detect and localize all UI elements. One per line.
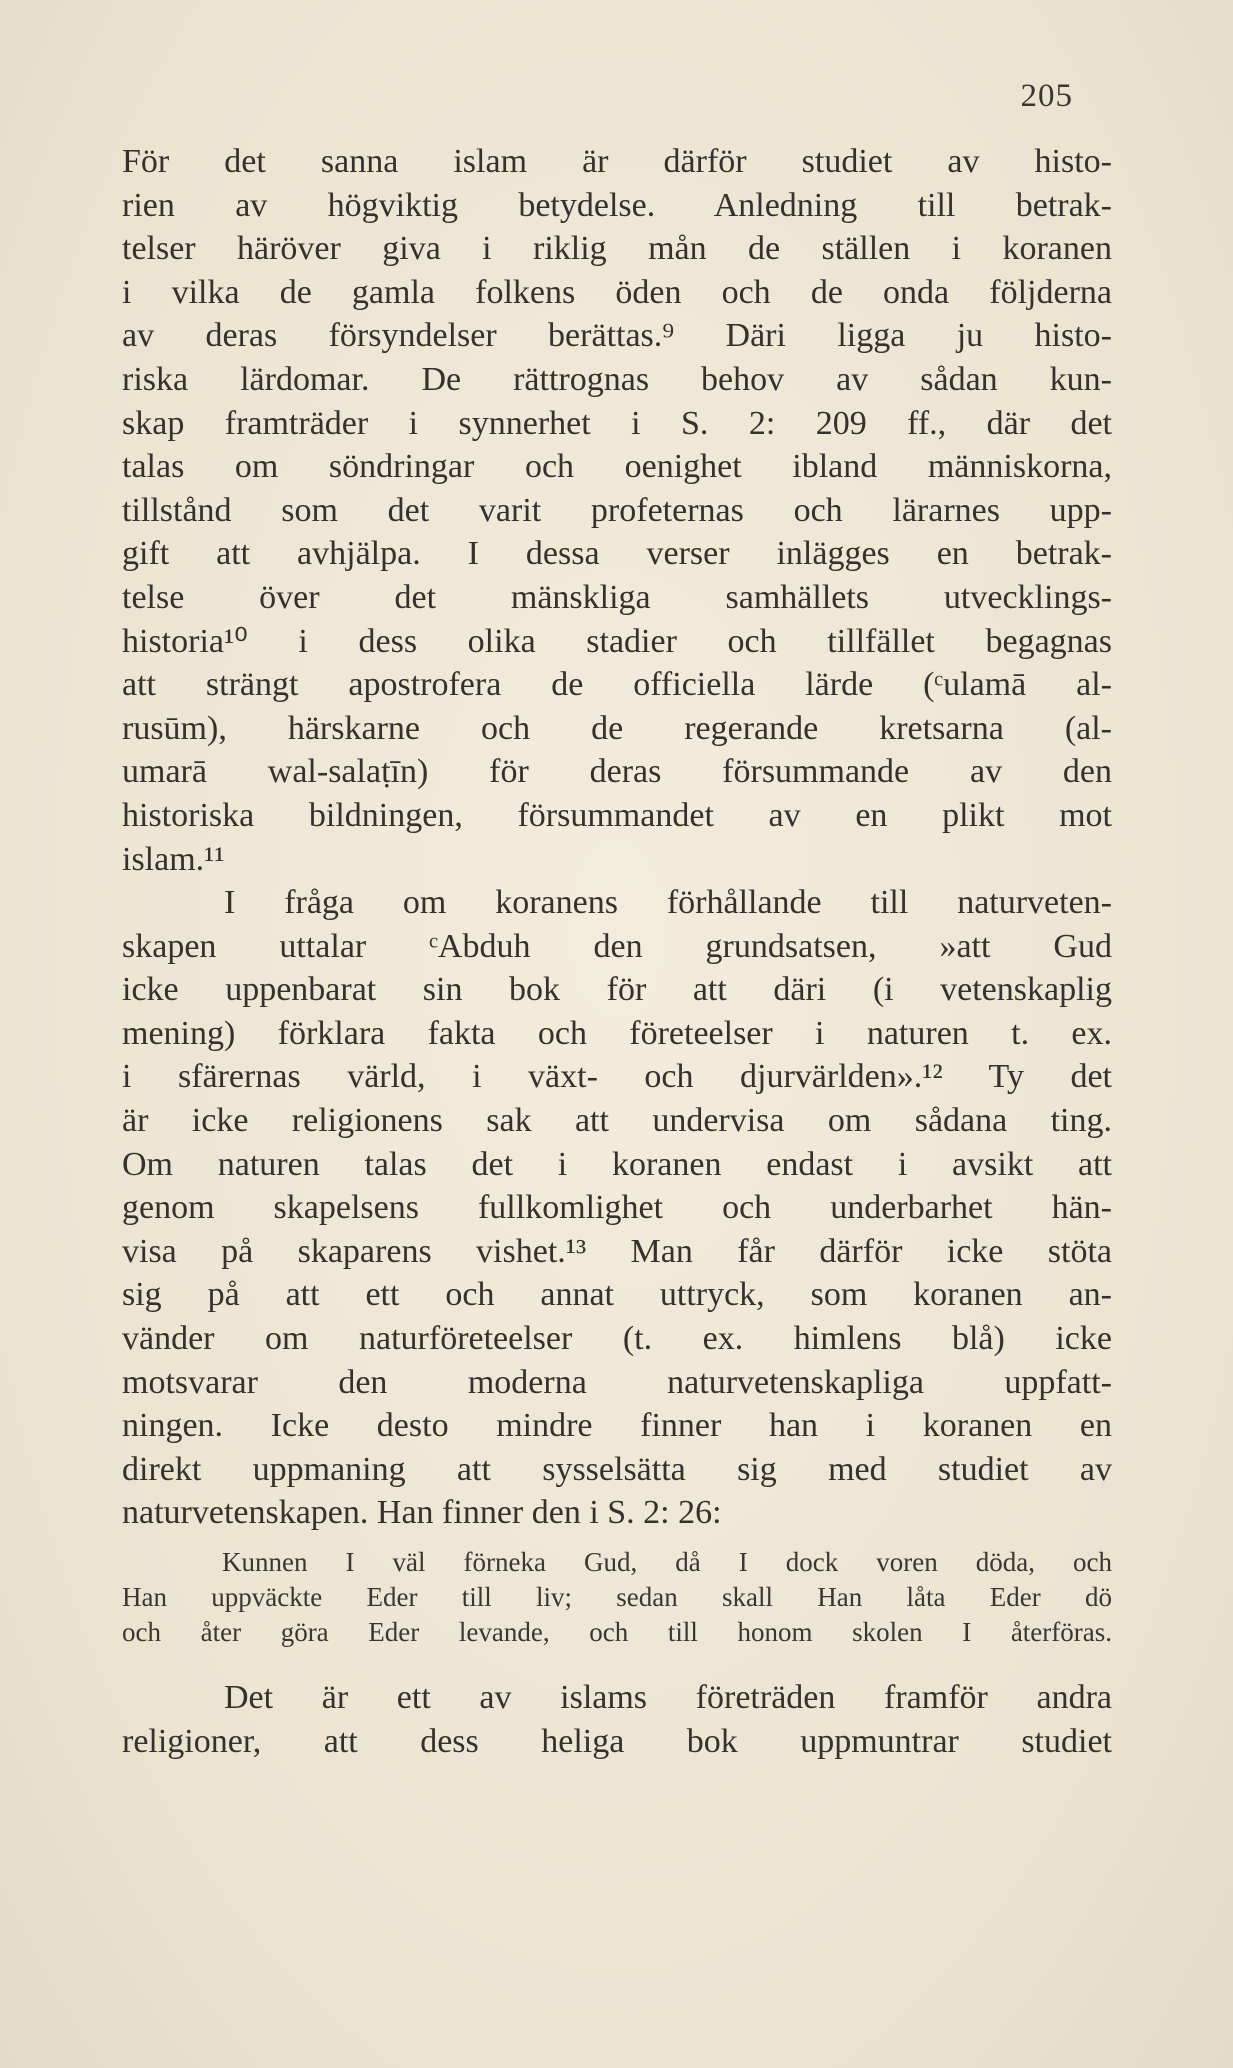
text-line: är icke religionens sak att undervisa om sådana ting. xyxy=(122,1102,1112,1140)
text-line: icke uppenbarat sin bok för att däri (i vetenskaplig xyxy=(122,971,1112,1009)
text-line: talas om söndringar och oenighet ibland människorna, xyxy=(122,448,1112,486)
text-line: Det är ett av islams företräden framför andra xyxy=(224,1679,1112,1716)
quote-line: Han uppväckte Eder till liv; sedan skall Han låta Eder dö xyxy=(122,1582,1112,1612)
text-line: islam.¹¹ xyxy=(122,840,225,878)
text-line: visa på skaparens vishet.¹³ Man får därför icke stöta xyxy=(122,1232,1112,1270)
text-line: i sfärernas värld, i växt- och djurvärlden».¹² Ty det xyxy=(122,1058,1112,1096)
text-line: direkt uppmaning att sysselsätta sig med studiet av xyxy=(122,1450,1112,1488)
text-line: av deras försyndelser berättas.⁹ Däri ligga ju histo- xyxy=(122,317,1112,355)
text-line: I fråga om koranens förhållande till naturveten- xyxy=(224,884,1112,922)
paragraph-history xyxy=(122,140,1112,881)
text-line: ningen. Icke desto mindre finner han i koranen en xyxy=(122,1407,1112,1445)
quote-line: och åter göra Eder levande, och till honom skolen I återföras. xyxy=(122,1617,1112,1647)
text-line: gift att avhjälpa. I dessa verser inlägges en betrak- xyxy=(122,535,1112,573)
text-line: tillstånd som det varit profeternas och lärarnes upp- xyxy=(122,491,1112,529)
text-line: i vilka de gamla folkens öden och de onda följderna xyxy=(122,273,1112,311)
text-line: mening) förklara fakta och företeelser i naturen t. ex. xyxy=(122,1014,1112,1052)
text-line: umarā wal-salaṭīn) för deras försummande av den xyxy=(122,753,1112,791)
text-line: historiska bildningen, försummandet av en plikt mot xyxy=(122,796,1112,834)
text-line: telse över det mänskliga samhällets utvecklings- xyxy=(122,578,1112,616)
paragraph-islam-advantages xyxy=(122,1676,1112,1763)
text-line: religioner, att dess heliga bok uppmuntrar studiet xyxy=(122,1722,1112,1760)
text-line: rien av högviktig betydelse. Anledning till betrak- xyxy=(122,186,1112,224)
text-line: sig på att ett och annat uttryck, som koranen an- xyxy=(122,1276,1112,1314)
text-line: naturvetenskapen. Han finner den i S. 2: 26: xyxy=(122,1494,722,1532)
text-line: motsvarar den moderna naturvetenskapliga uppfatt- xyxy=(122,1363,1112,1401)
main-text xyxy=(122,140,1112,1535)
text-line: Om naturen talas det i koranen endast i avsikt att xyxy=(122,1145,1112,1183)
text-line: rusūm), härskarne och de regerande kretsarna (al- xyxy=(122,709,1112,747)
text-line: genom skapelsens fullkomlighet och underbarhet hän- xyxy=(122,1189,1112,1227)
text-line: För det sanna islam är därför studiet av histo- xyxy=(122,143,1112,180)
page-number: 205 xyxy=(1020,78,1073,114)
text-line: historia¹⁰ i dess olika stadier och tillfället begagnas xyxy=(122,622,1112,660)
text-line: att strängt apostrofera de officiella lärde (ᶜulamā al- xyxy=(122,666,1112,704)
text-line: vänder om naturföreteelser (t. ex. himlens blå) icke xyxy=(122,1320,1112,1358)
text-line: skapen uttalar ᶜAbduh den grundsatsen, »att Gud xyxy=(122,927,1112,965)
quote-line: Kunnen I väl förneka Gud, då I dock voren döda, och xyxy=(222,1547,1112,1577)
paragraph-natural-science xyxy=(122,881,1112,1535)
text-line: riska lärdomar. De rättrognas behov av sådan kun- xyxy=(122,360,1112,398)
koran-quote xyxy=(122,1545,1112,1650)
text-line: skap framträder i synnerhet i S. 2: 209 ff., där det xyxy=(122,404,1112,442)
text-line: telser häröver giva i riklig mån de ställen i koranen xyxy=(122,230,1112,268)
